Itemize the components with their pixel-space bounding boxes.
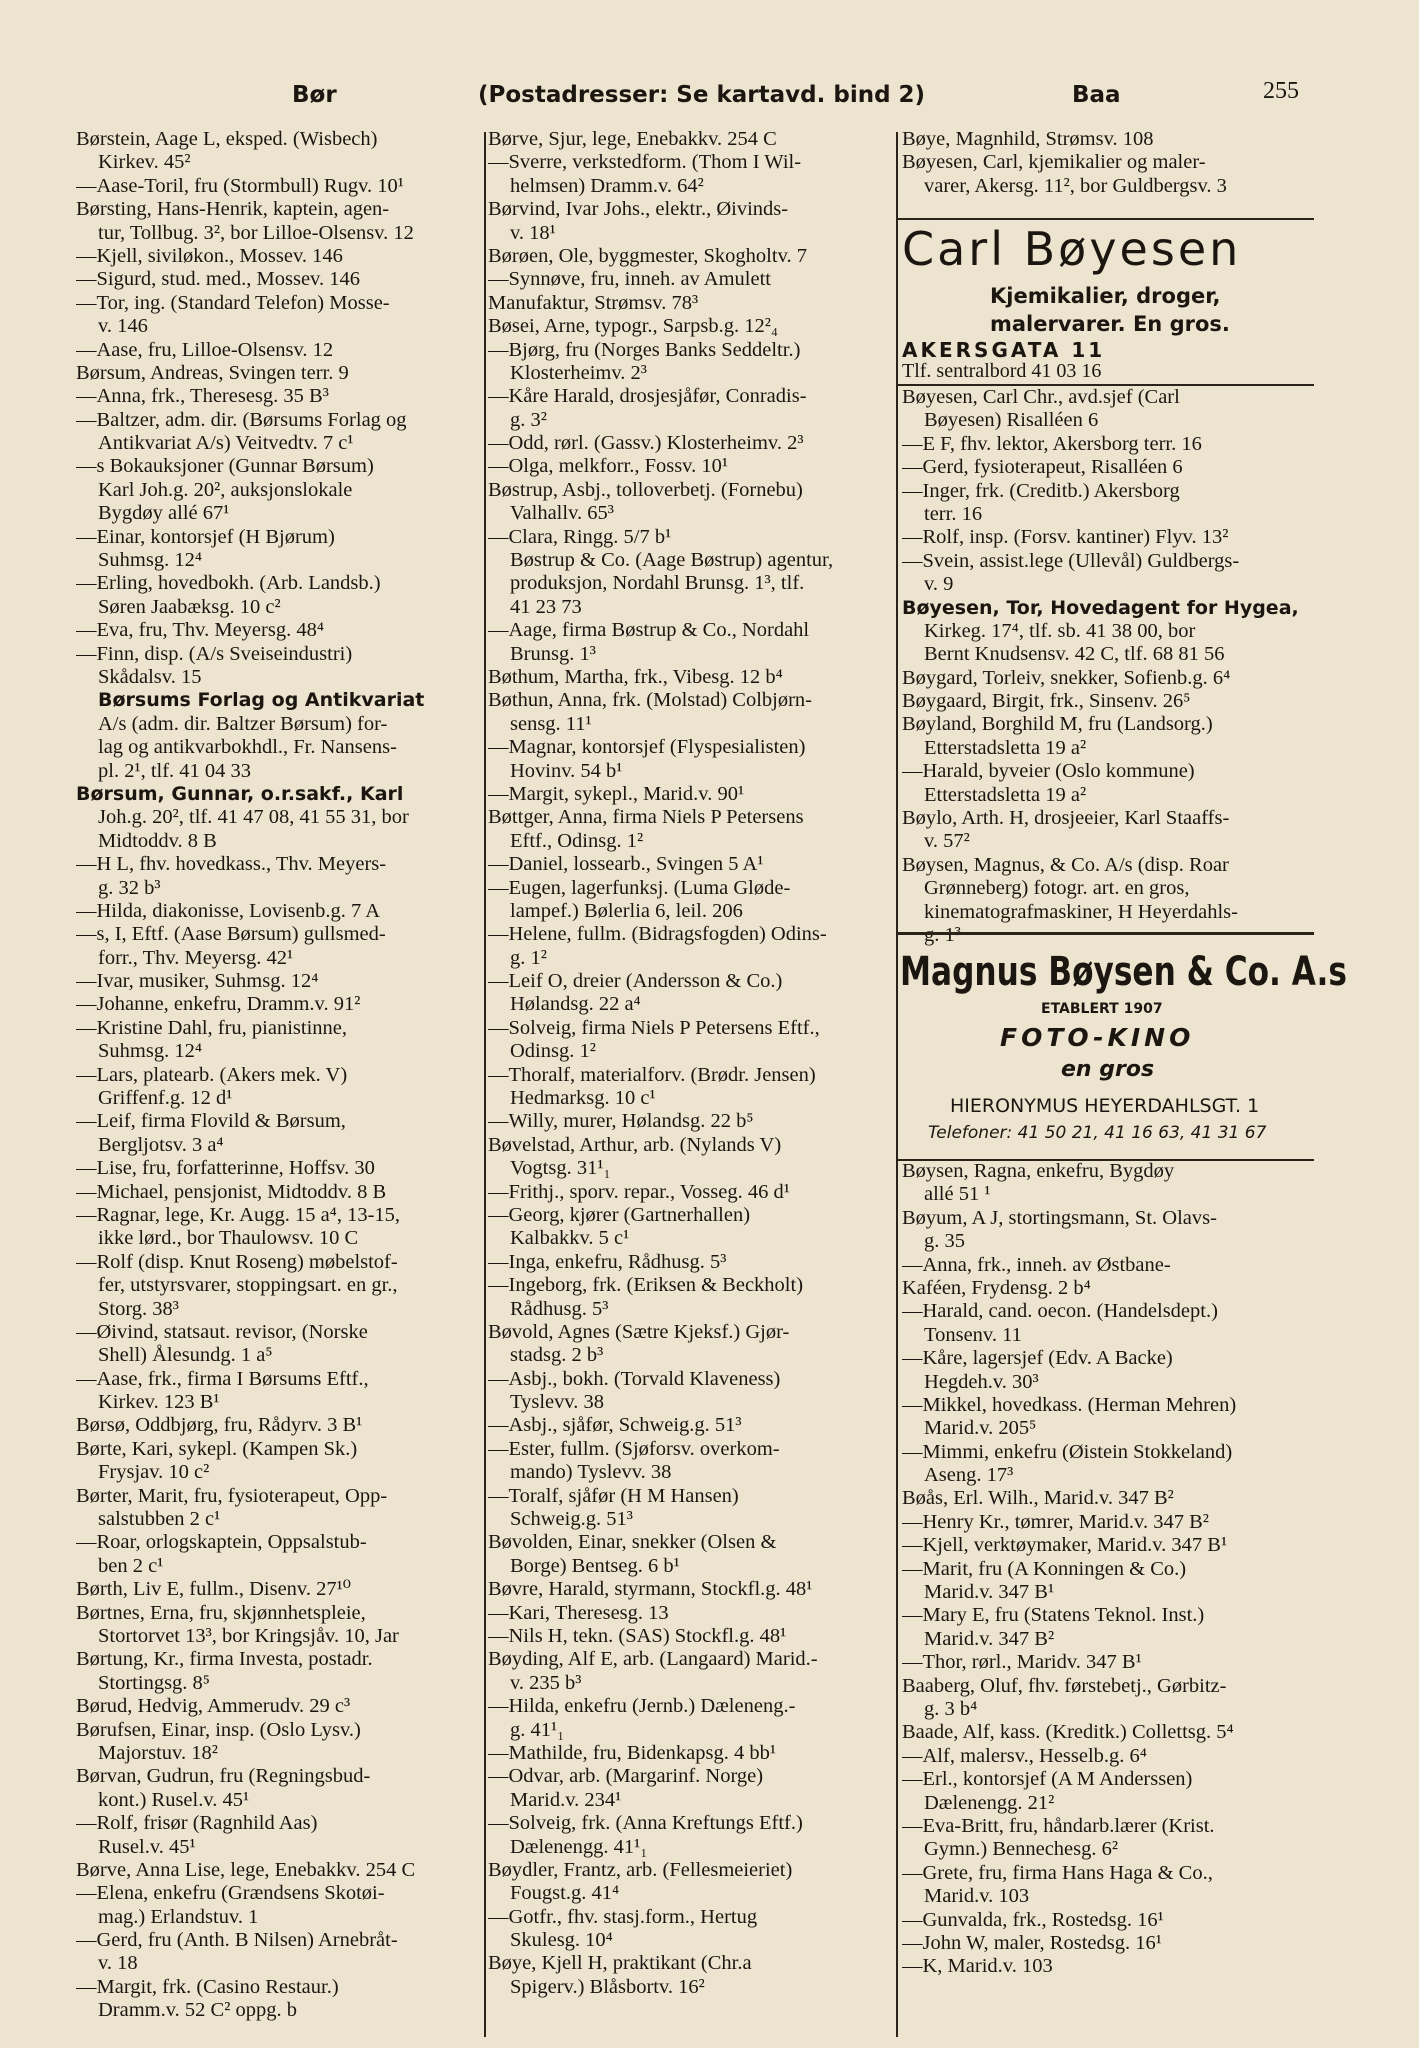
directory-entry-line: —Øivind, statsaut. revisor, (Norske bbox=[76, 1320, 368, 1343]
directory-entry-line: Bøvre, Harald, styrmann, Stockfl.g. 48¹ bbox=[488, 1578, 813, 1601]
directory-entry-line: fer, utstyrsvarer, stoppingsart. en gr., bbox=[98, 1274, 398, 1297]
directory-entry-line: v. 57² bbox=[924, 830, 970, 853]
directory-entry-line: v. 235 b³ bbox=[510, 1671, 582, 1694]
directory-entry-line: —Solveig, firma Niels P Petersens Eftf., bbox=[488, 1016, 820, 1039]
directory-entry-line: —Anna, frk., Theresesg. 35 B³ bbox=[76, 385, 329, 408]
directory-entry-line: —Asbj., sjåfør, Schweig.g. 51³ bbox=[488, 1414, 742, 1437]
directory-entry-line: —Hilda, enkefru (Jernb.) Dæleneng.- bbox=[488, 1695, 796, 1718]
directory-entry-line: Børsums Forlag og Antikvariat bbox=[98, 689, 425, 712]
directory-entry-line: —E F, fhv. lektor, Akersborg terr. 16 bbox=[902, 432, 1202, 455]
directory-entry-line: Spigerv.) Blåsbortv. 16² bbox=[510, 1975, 705, 1998]
directory-entry-line: —Aase-Toril, fru (Stormbull) Rugv. 10¹ bbox=[76, 174, 404, 197]
directory-entry-line: Hølandsg. 22 a⁴ bbox=[510, 993, 641, 1016]
header-left-guide: Bør bbox=[292, 82, 337, 108]
directory-entry-line: Brunsg. 1³ bbox=[510, 642, 596, 665]
directory-entry-line: lag og antikvarbokhdl., Fr. Nansens- bbox=[98, 736, 397, 759]
directory-entry-line: Dælenengg. 21² bbox=[924, 1791, 1055, 1814]
column-3-top bbox=[902, 128, 1312, 198]
directory-entry-line: Kirkev. 45² bbox=[98, 151, 191, 174]
directory-entry-line: Hedmarksg. 10 c¹ bbox=[510, 1087, 656, 1110]
directory-entry-line: —John W, maler, Rostedsg. 16¹ bbox=[902, 1931, 1162, 1954]
page-header bbox=[0, 78, 1419, 118]
directory-entry-line: salstubben 2 c¹ bbox=[98, 1508, 221, 1531]
directory-entry-line: Marid.v. 103 bbox=[924, 1885, 1030, 1908]
directory-entry-line: Bøysen, Magnus, & Co. A/s (disp. Roar bbox=[902, 853, 1229, 876]
directory-entry-line: —Tor, ing. (Standard Telefon) Mosse- bbox=[76, 291, 390, 314]
directory-entry-line: Bøyum, A J, stortingsmann, St. Olavs- bbox=[902, 1206, 1217, 1229]
advert-phone: Telefoner: 41 50 21, 41 16 63, 41 31 67 bbox=[928, 1123, 1267, 1143]
directory-entry-line: Griffenf.g. 12 d¹ bbox=[98, 1087, 233, 1110]
directory-entry-line: —Nils H, tekn. (SAS) Stockfl.g. 48¹ bbox=[488, 1625, 787, 1647]
directory-entry-line: —Odd, rørl. (Gassv.) Klosterheimv. 2³ bbox=[488, 432, 804, 455]
directory-entry-line: Stortingsg. 8⁵ bbox=[98, 1671, 210, 1694]
directory-entry-line: —Kjell, siviløkon., Mossev. 146 bbox=[76, 244, 343, 267]
directory-entry-line: Bøyesen, Tor, Hovedagent for Hygea, bbox=[902, 596, 1299, 619]
directory-entry-line: —Kari, Theresesg. 13 bbox=[488, 1601, 669, 1624]
directory-entry-line: —Lise, fru, forfatterinne, Hoffsv. 30 bbox=[76, 1157, 375, 1180]
advert-line: FOTO-KINO bbox=[1000, 1023, 1195, 1052]
directory-entry-line: Bøygard, Torleiv, snekker, Sofienb.g. 6⁴ bbox=[902, 666, 1231, 689]
directory-entry-line: Bøvold, Agnes (Sætre Kjeksf.) Gjør- bbox=[488, 1320, 790, 1343]
directory-entry-line: —Mathilde, fru, Bidenkapsg. 4 bb¹ bbox=[488, 1741, 776, 1764]
directory-entry-line: Bøye, Kjell H, praktikant (Chr.a bbox=[488, 1952, 752, 1975]
header-center-note: (Postadresser: Se kartavd. bind 2) bbox=[478, 82, 926, 108]
directory-entry-line: —Olga, melkforr., Fossv. 10¹ bbox=[488, 455, 728, 478]
directory-entry-line: —Bjørg, fru (Norges Banks Seddeltr.) bbox=[488, 338, 801, 361]
directory-entry-line: —Sverre, verkstedform. (Thom I Wil- bbox=[488, 151, 802, 174]
directory-entry-line: —Inger, frk. (Creditb.) Akersborg bbox=[902, 479, 1180, 502]
directory-entry-line: —Willy, murer, Hølandsg. 22 b⁵ bbox=[488, 1110, 754, 1133]
directory-entry-line: g. 1² bbox=[510, 946, 547, 969]
directory-entry-line: Stortorvet 13³, bor Kringsjåv. 10, Jar bbox=[98, 1625, 399, 1647]
directory-entry-line: Børsum, Andreas, Svingen terr. 9 bbox=[76, 361, 349, 384]
directory-entry-line: Hegdeh.v. 30³ bbox=[924, 1370, 1039, 1393]
directory-entry-line: Schweig.g. 51³ bbox=[510, 1508, 633, 1531]
directory-entry-line: Bygdøy allé 67¹ bbox=[98, 502, 230, 525]
advert-line: en gros bbox=[1061, 1057, 1155, 1082]
advert-line: malervarer. En gros. bbox=[990, 312, 1230, 336]
directory-entry-line: Bernt Knudsensv. 42 C, tlf. 68 81 56 bbox=[924, 643, 1225, 666]
directory-entry-line: Børufsen, Einar, insp. (Oslo Lysv.) bbox=[76, 1718, 361, 1741]
directory-entry-line: Suhmsg. 12⁴ bbox=[98, 549, 202, 572]
directory-entry-line: Antikvariat A/s) Veitvedtv. 7 c¹ bbox=[98, 432, 354, 455]
directory-entry-line: Børve, Sjur, lege, Enebakkv. 254 C bbox=[488, 128, 777, 150]
advert-title: Carl Bøyesen bbox=[902, 222, 1242, 276]
directory-entry-line: —Henry Kr., tømrer, Marid.v. 347 B² bbox=[902, 1510, 1209, 1533]
directory-entry-line: Hovinv. 54 b¹ bbox=[510, 759, 623, 782]
directory-entry-line: g. 41¹₁ bbox=[510, 1718, 565, 1741]
directory-entry-line: Rusel.v. 45¹ bbox=[98, 1835, 196, 1858]
advert-phone: Tlf. sentralbord 41 03 16 bbox=[902, 360, 1102, 382]
directory-entry-line: —Anna, frk., inneh. av Østbane- bbox=[902, 1253, 1171, 1276]
directory-entry-line: ben 2 c¹ bbox=[98, 1554, 164, 1577]
directory-entry-line: —Leif O, dreier (Andersson & Co.) bbox=[488, 970, 783, 993]
directory-entry-line: A/s (adm. dir. Baltzer Børsum) for- bbox=[98, 712, 388, 735]
directory-entry-line: Børve, Anna Lise, lege, Enebakkv. 254 C bbox=[76, 1858, 416, 1881]
directory-entry-line: Bøyesen, Carl, kjemikalier og maler- bbox=[902, 151, 1206, 174]
directory-entry-line: Baade, Alf, kass. (Kreditk.) Collettsg. 5⁴ bbox=[902, 1721, 1234, 1744]
directory-entry-line: —Svein, assist.lege (Ullevål) Guldbergs- bbox=[902, 549, 1240, 572]
directory-entry-line: v. 9 bbox=[924, 573, 954, 596]
directory-entry-line: —Helene, fullm. (Bidragsfogden) Odins- bbox=[488, 923, 827, 946]
directory-entry-line: Børvan, Gudrun, fru (Regningsbud- bbox=[76, 1765, 371, 1788]
directory-entry-line: —Finn, disp. (A/s Sveiseindustri) bbox=[76, 642, 353, 665]
directory-entry-line: Søren Jaabæksg. 10 c² bbox=[98, 595, 281, 618]
directory-entry-line: Etterstadsletta 19 a² bbox=[924, 736, 1087, 759]
directory-entry-line: Bøsei, Arne, typogr., Sarpsb.g. 12²₄ bbox=[488, 315, 779, 338]
directory-entry-line: —Mikkel, hovedkass. (Herman Mehren) bbox=[902, 1393, 1237, 1416]
directory-entry-line: Joh.g. 20², tlf. 41 47 08, 41 55 31, bor bbox=[98, 806, 409, 829]
directory-entry-line: —Solveig, frk. (Anna Kreftungs Eftf.) bbox=[488, 1812, 803, 1835]
directory-entry-line: Bøyland, Borghild M, fru (Landsorg.) bbox=[902, 713, 1213, 736]
directory-entry-line: —Michael, pensjonist, Midtoddv. 8 B bbox=[76, 1180, 387, 1203]
advert-carl-boyesen bbox=[898, 218, 1314, 386]
directory-entry-line: Bøyding, Alf E, arb. (Langaard) Marid.- bbox=[488, 1648, 818, 1671]
directory-entry-line: —Margit, frk. (Casino Restaur.) bbox=[76, 1975, 339, 1998]
directory-entry-line: kinematografmaskiner, H Heyerdahls- bbox=[924, 900, 1238, 923]
directory-entry-line: Børsum, Gunnar, o.r.sakf., Karl bbox=[76, 782, 404, 805]
directory-entry-line: Marid.v. 234¹ bbox=[510, 1788, 622, 1811]
directory-entry-line: —Kåre Harald, drosjesjåfør, Conradis- bbox=[488, 385, 807, 408]
directory-entry-line: Valhallv. 65³ bbox=[510, 502, 614, 525]
directory-entry-line: mando) Tyslevv. 38 bbox=[510, 1461, 672, 1484]
directory-entry-line: —Harald, byveier (Oslo kommune) bbox=[902, 760, 1195, 783]
directory-entry-line: helmsen) Dramm.v. 64² bbox=[510, 174, 704, 197]
directory-entry-line: —Harald, cand. oecon. (Handelsdept.) bbox=[902, 1300, 1218, 1323]
directory-entry-line: Marid.v. 205⁵ bbox=[924, 1417, 1037, 1440]
directory-entry-line: Børtnes, Erna, fru, skjønnhetspleie, bbox=[76, 1601, 366, 1624]
directory-entry-line: Bøthun, Anna, frk. (Molstad) Colbjørn- bbox=[488, 689, 812, 712]
directory-entry-line: Bøvolden, Einar, snekker (Olsen & bbox=[488, 1531, 777, 1554]
directory-entry-line: g. 32 b³ bbox=[98, 876, 161, 899]
directory-entry-line: —Marit, fru (A Konningen & Co.) bbox=[902, 1557, 1187, 1580]
directory-entry-line: lampef.) Bølerlia 6, leil. 206 bbox=[510, 899, 743, 922]
directory-entry-line: Bøylo, Arth. H, drosjeeier, Karl Staaffs- bbox=[902, 807, 1230, 830]
advert-title: Magnus Bøysen & Co. A.s bbox=[900, 949, 1347, 995]
directory-entry-line: —Roar, orlogskaptein, Oppsalstub- bbox=[76, 1531, 367, 1554]
directory-entry-line: —Erl., kontorsjef (A M Anderssen) bbox=[902, 1768, 1193, 1791]
directory-entry-line: —Eva, fru, Thv. Meyersg. 48⁴ bbox=[76, 619, 324, 642]
directory-entry-line: v. 146 bbox=[98, 315, 148, 338]
directory-entry-line: Bøyesen) Risalléen 6 bbox=[924, 409, 1099, 432]
directory-entry-line: v. 18¹ bbox=[510, 221, 556, 244]
directory-entry-line: —Eva-Britt, fru, håndarb.lærer (Krist. bbox=[902, 1814, 1215, 1837]
directory-entry-line: Børte, Kari, sykepl. (Kampen Sk.) bbox=[76, 1437, 358, 1460]
directory-entry-line: —Gunvalda, frk., Rostedsg. 16¹ bbox=[902, 1908, 1164, 1931]
directory-entry-line: Eftf., Odinsg. 1² bbox=[510, 829, 644, 852]
advert-line: Kjemikalier, droger, bbox=[990, 284, 1221, 308]
directory-entry-line: ikke lørd., bor Thaulowsv. 10 C bbox=[98, 1227, 359, 1250]
directory-entry-line: Børsø, Oddbjørg, fru, Rådyrv. 3 B¹ bbox=[76, 1414, 363, 1437]
directory-entry-line: pl. 2¹, tlf. 41 04 33 bbox=[98, 759, 252, 782]
directory-entry-line: —Asbj., bokh. (Torvald Klaveness) bbox=[488, 1367, 781, 1390]
directory-entry-line: Vogtsg. 31¹₁ bbox=[510, 1157, 611, 1180]
directory-entry-line: —Thor, rørl., Maridv. 347 B¹ bbox=[902, 1651, 1142, 1674]
directory-entry-line: Kirkeg. 17⁴, tlf. sb. 41 38 00, bor bbox=[924, 619, 1196, 642]
directory-entry-line: Etterstadsletta 19 a² bbox=[924, 783, 1087, 806]
directory-entry-line: —Odvar, arb. (Margarinf. Norge) bbox=[488, 1765, 764, 1788]
directory-entry-line: Kalbakkv. 5 c¹ bbox=[510, 1227, 630, 1250]
directory-entry-line: Børvind, Ivar Johs., elektr., Øivinds- bbox=[488, 198, 789, 221]
directory-entry-line: Bøstrup, Asbj., tolloverbetj. (Fornebu) bbox=[488, 478, 803, 501]
directory-entry-line: —Aage, firma Bøstrup & Co., Nordahl bbox=[488, 619, 810, 642]
directory-entry-line: Gymn.) Bennechesg. 6² bbox=[924, 1838, 1119, 1861]
directory-entry-line: —Mimmi, enkefru (Øistein Stokkeland) bbox=[902, 1440, 1233, 1463]
directory-entry-line: Marid.v. 347 B¹ bbox=[924, 1581, 1055, 1604]
directory-entry-line: allé 51 ¹ bbox=[924, 1183, 991, 1206]
directory-entry-line: Majorstuv. 18² bbox=[98, 1741, 218, 1764]
directory-entry-line: —s, I, Eftf. (Aase Børsum) gullsmed- bbox=[76, 923, 386, 946]
directory-entry-line: g. 35 bbox=[924, 1230, 965, 1253]
directory-entry-line: Bøygaard, Birgit, frk., Sinsenv. 26⁵ bbox=[902, 690, 1191, 713]
directory-entry-line: Manufaktur, Strømsv. 78³ bbox=[488, 291, 699, 314]
directory-entry-line: kont.) Rusel.v. 45¹ bbox=[98, 1788, 250, 1811]
column-1 bbox=[76, 128, 484, 2023]
directory-entry-line: Kaféen, Frydensg. 2 b⁴ bbox=[902, 1276, 1091, 1299]
directory-entry-line: —Magnar, kontorsjef (Flyspesialisten) bbox=[488, 736, 806, 759]
directory-entry-line: tur, Tollbug. 3², bor Lilloe-Olsensv. 12 bbox=[98, 221, 414, 244]
directory-entry-line: —Kjell, verktøymaker, Marid.v. 347 B¹ bbox=[902, 1534, 1228, 1557]
directory-entry-line: —Alf, malersv., Hesselb.g. 6⁴ bbox=[902, 1744, 1147, 1767]
column-divider bbox=[484, 132, 486, 2037]
directory-entry-line: Bøvelstad, Arthur, arb. (Nylands V) bbox=[488, 1133, 782, 1156]
directory-entry-line: Bøye, Magnhild, Strømsv. 108 bbox=[902, 128, 1154, 150]
directory-entry-line: Bergljotsv. 3 a⁴ bbox=[98, 1133, 224, 1156]
directory-entry-line: Kirkev. 123 B¹ bbox=[98, 1391, 220, 1414]
directory-entry-line: —Rolf, insp. (Forsv. kantiner) Flyv. 13² bbox=[902, 526, 1229, 549]
directory-entry-line: Tonsenv. 11 bbox=[924, 1323, 1022, 1346]
directory-entry-line: —Rolf (disp. Knut Roseng) møbelstof- bbox=[76, 1250, 398, 1273]
page-number: 255 bbox=[1263, 78, 1299, 104]
directory-entry-line: —Ingeborg, frk. (Eriksen & Beckholt) bbox=[488, 1274, 804, 1297]
column-2 bbox=[488, 128, 892, 1999]
directory-entry-line: Karl Joh.g. 20², auksjonslokale bbox=[98, 478, 353, 501]
directory-entry-line: 41 23 73 bbox=[510, 595, 582, 618]
directory-entry-line: Klosterheimv. 2³ bbox=[510, 361, 647, 384]
directory-entry-line: Shell) Ålesundg. 1 a⁵ bbox=[98, 1344, 273, 1367]
advert-address: HIERONYMUS HEYERDAHLSGT. 1 bbox=[950, 1095, 1260, 1117]
directory-entry-line: —Johanne, enkefru, Dramm.v. 91² bbox=[76, 993, 361, 1016]
directory-entry-line: —Erling, hovedbokh. (Arb. Landsb.) bbox=[76, 572, 381, 595]
directory-entry-line: —Gerd, fysioterapeut, Risalléen 6 bbox=[902, 456, 1183, 479]
directory-entry-line: Børud, Hedvig, Ammerudv. 29 c³ bbox=[76, 1695, 351, 1718]
directory-entry-line: terr. 16 bbox=[924, 502, 983, 525]
directory-entry-line: —Toralf, sjåfør (H M Hansen) bbox=[488, 1484, 739, 1507]
directory-entry-line: Grønneberg) fotogr. art. en gros, bbox=[924, 877, 1190, 900]
directory-entry-line: Bøstrup & Co. (Aage Bøstrup) agentur, bbox=[510, 549, 834, 572]
directory-entry-line: —Leif, firma Flovild & Børsum, bbox=[76, 1110, 346, 1133]
directory-entry-line: —Eugen, lagerfunksj. (Luma Gløde- bbox=[488, 876, 791, 899]
directory-entry-line: Aseng. 17³ bbox=[924, 1464, 1014, 1487]
directory-entry-line: —Synnøve, fru, inneh. av Amulett bbox=[488, 268, 771, 291]
directory-entry-line: —Mary E, fru (Statens Teknol. Inst.) bbox=[902, 1604, 1205, 1627]
directory-entry-line: v. 18 bbox=[98, 1952, 138, 1975]
directory-entry-line: Skådalsv. 15 bbox=[98, 665, 202, 688]
directory-entry-line: Børsting, Hans-Henrik, kaptein, agen- bbox=[76, 198, 390, 221]
directory-entry-line: —Gotfr., fhv. stasj.form., Hertug bbox=[488, 1905, 758, 1928]
directory-entry-line: Børstein, Aage L, eksped. (Wisbech) bbox=[76, 128, 378, 150]
directory-entry-line: —Ivar, musiker, Suhmsg. 12⁴ bbox=[76, 970, 319, 993]
directory-entry-line: sensg. 11¹ bbox=[510, 712, 592, 735]
directory-entry-line: —K, Marid.v. 103 bbox=[902, 1955, 1053, 1978]
directory-entry-line: —Inga, enkefru, Rådhusg. 5³ bbox=[488, 1250, 727, 1273]
directory-entry-line: —Frithj., sporv. repar., Vosseg. 46 d¹ bbox=[488, 1180, 790, 1203]
directory-entry-line: Rådhusg. 5³ bbox=[510, 1297, 609, 1320]
directory-entry-line: mag.) Erlandstuv. 1 bbox=[98, 1905, 259, 1928]
column-3-middle bbox=[902, 386, 1312, 947]
directory-entry-line: —H L, fhv. hovedkass., Thv. Meyers- bbox=[76, 853, 387, 876]
directory-entry-line: g. 1³ bbox=[924, 923, 961, 946]
directory-entry-line: produksjon, Nordahl Brunsg. 1³, tlf. bbox=[510, 572, 805, 595]
directory-entry-line: Fougst.g. 41⁴ bbox=[510, 1882, 620, 1905]
directory-entry-line: —Hilda, diakonisse, Lovisenb.g. 7 A bbox=[76, 899, 381, 922]
directory-entry-line: stadsg. 2 b³ bbox=[510, 1344, 604, 1367]
directory-entry-line: g. 3² bbox=[510, 408, 547, 431]
directory-entry-line: Bøthum, Martha, frk., Vibesg. 12 b⁴ bbox=[488, 665, 783, 688]
directory-entry-line: —Margit, sykepl., Marid.v. 90¹ bbox=[488, 782, 745, 805]
directory-entry-line: g. 3 b⁴ bbox=[924, 1697, 978, 1720]
directory-entry-line: —Sigurd, stud. med., Mossev. 146 bbox=[76, 268, 360, 291]
directory-entry-line: —Aase, frk., firma I Børsums Eftf., bbox=[76, 1367, 369, 1390]
directory-entry-line: varer, Akersg. 11², bor Guldbergsv. 3 bbox=[924, 174, 1227, 197]
directory-entry-line: —Clara, Ringg. 5/7 b¹ bbox=[488, 525, 672, 548]
directory-entry-line: —Gerd, fru (Anth. B Nilsen) Arnebråt- bbox=[76, 1929, 398, 1952]
directory-entry-line: Storg. 38³ bbox=[98, 1297, 179, 1320]
directory-entry-line: —Rolf, frisør (Ragnhild Aas) bbox=[76, 1812, 318, 1835]
directory-entry-line: Baaberg, Oluf, fhv. førstebetj., Gørbitz- bbox=[902, 1674, 1227, 1697]
directory-entry-line: Bøydler, Frantz, arb. (Fellesmeieriet) bbox=[488, 1858, 793, 1881]
directory-entry-line: Bøås, Erl. Wilh., Marid.v. 347 B² bbox=[902, 1487, 1174, 1510]
directory-entry-line: —Elena, enkefru (Grændsens Skotøi- bbox=[76, 1882, 385, 1905]
directory-entry-line: Børtung, Kr., firma Investa, postadr. bbox=[76, 1648, 373, 1671]
directory-entry-line: Dramm.v. 52 C² oppg. b bbox=[98, 1999, 297, 2022]
directory-entry-line: Borge) Bentseg. 6 b¹ bbox=[510, 1554, 680, 1577]
directory-entry-line: Bøysen, Ragna, enkefru, Bygdøy bbox=[902, 1160, 1175, 1182]
directory-entry-line: Midtoddv. 8 B bbox=[98, 829, 217, 852]
directory-entry-line: Dælenengg. 41¹₁ bbox=[510, 1835, 648, 1858]
directory-entry-line: Suhmsg. 12⁴ bbox=[98, 1040, 202, 1063]
directory-entry-line: —Ester, fullm. (Sjøforsv. overkom- bbox=[488, 1437, 780, 1460]
directory-entry-line: —Daniel, lossearb., Svingen 5 A¹ bbox=[488, 853, 764, 876]
directory-entry-line: Frysjav. 10 c² bbox=[98, 1461, 210, 1484]
directory-entry-line: —Aase, fru, Lilloe-Olsensv. 12 bbox=[76, 338, 334, 361]
directory-entry-line: —Georg, kjører (Gartnerhallen) bbox=[488, 1203, 751, 1226]
directory-entry-line: forr., Thv. Meyersg. 42¹ bbox=[98, 946, 294, 969]
directory-entry-line: Marid.v. 347 B² bbox=[924, 1627, 1055, 1650]
directory-entry-line: Bøyesen, Carl Chr., avd.sjef (Carl bbox=[902, 386, 1180, 408]
advert-magnus-boysen bbox=[898, 932, 1347, 1161]
directory-entry-line: —Baltzer, adm. dir. (Børsums Forlag og bbox=[76, 408, 407, 431]
directory-entry-line: —Kristine Dahl, fru, pianistinne, bbox=[76, 1016, 348, 1039]
advert-established: ETABLERT 1907 bbox=[1041, 1001, 1163, 1017]
directory-entry-line: Børth, Liv E, fullm., Disenv. 27¹⁰ bbox=[76, 1578, 351, 1601]
header-right-guide: Baa bbox=[1072, 82, 1121, 108]
directory-entry-line: Bøttger, Anna, firma Niels P Petersens bbox=[488, 806, 804, 829]
directory-entry-line: —Kåre, lagersjef (Edv. A Backe) bbox=[902, 1347, 1173, 1370]
directory-entry-line: —s Bokauksjoner (Gunnar Børsum) bbox=[76, 455, 374, 478]
directory-entry-line: Børøen, Ole, byggmester, Skogholtv. 7 bbox=[488, 244, 807, 267]
directory-entry-line: Børter, Marit, fru, fysioterapeut, Opp- bbox=[76, 1484, 388, 1507]
directory-entry-line: Skulesg. 10⁴ bbox=[510, 1929, 613, 1952]
advert-address: AKERSGATA 11 bbox=[902, 338, 1106, 362]
directory-entry-line: Odinsg. 1² bbox=[510, 1040, 596, 1063]
column-3-bottom bbox=[902, 1160, 1312, 1979]
directory-entry-line: —Lars, platearb. (Akers mek. V) bbox=[76, 1063, 348, 1086]
directory-entry-line: —Grete, fru, firma Hans Haga & Co., bbox=[902, 1861, 1213, 1884]
directory-entry-line: —Einar, kontorsjef (H Bjørum) bbox=[76, 525, 335, 548]
directory-entry-line: Tyslevv. 38 bbox=[510, 1391, 605, 1414]
directory-entry-line: —Thoralf, materialforv. (Brødr. Jensen) bbox=[488, 1063, 816, 1086]
directory-entry-line: —Ragnar, lege, Kr. Augg. 15 a⁴, 13-15, bbox=[76, 1203, 401, 1226]
